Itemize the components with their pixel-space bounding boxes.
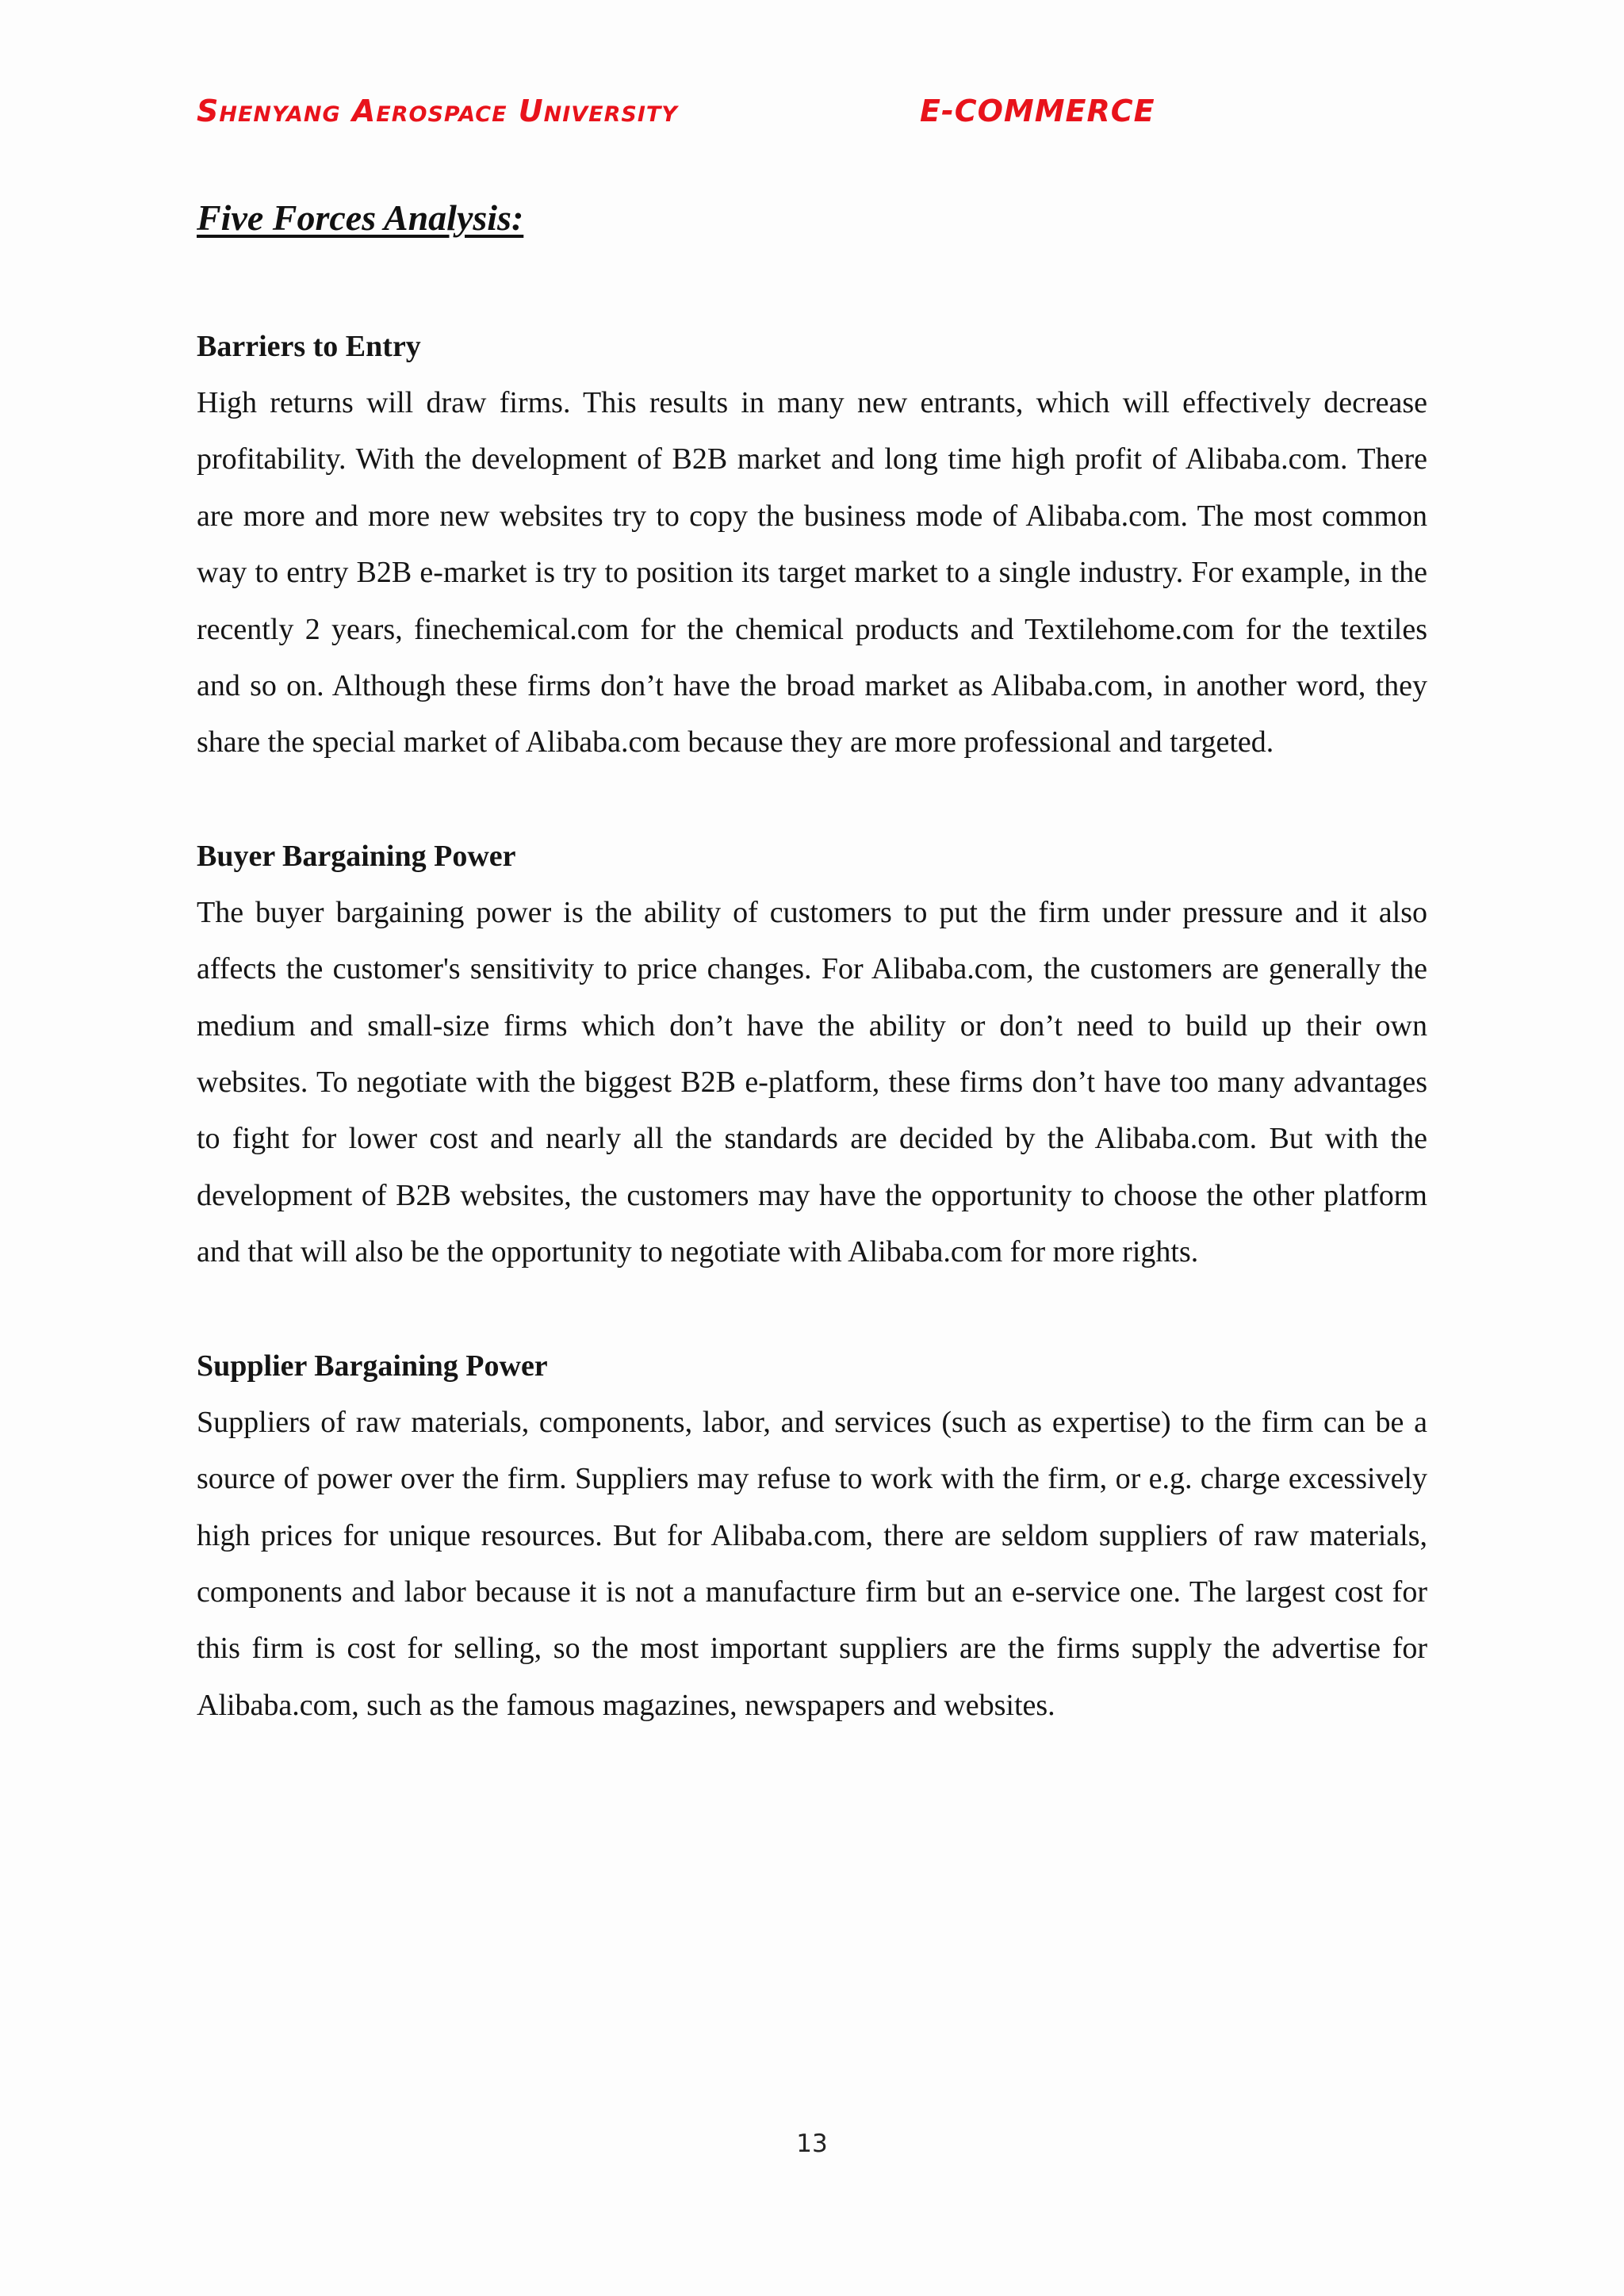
subsection-supplier-bargaining-power bbox=[197, 1338, 1427, 1734]
page-content bbox=[197, 319, 1427, 1734]
page-header bbox=[197, 94, 1434, 141]
subsection-paragraph: The buyer bargaining power is the ability of customers to put the firm under pressure and it also affects the customer's sensitivity to price changes. For Alibaba.com, the customers are generally the medium and small-size firms which don’t have the ability or don’t need to build up their own websites. To negotiate with the biggest B2B e-platform, these firms don’t have too many advantages to fight for lower cost and nearly all the standards are decided by the Alibaba.com. But with the development of B2B websites, the customers may have the opportunity to choose the other platform and that will also be the opportunity to negotiate with Alibaba.com for more rights. bbox=[197, 895, 1427, 1269]
header-course: E-COMMERCE bbox=[920, 94, 1155, 128]
subsection-paragraph: High returns will draw firms. This results in many new entrants, which will effectively decrease profitability. With the development of B2B market and long time high profit of Alibaba.com. There are more and more new websites try to copy the business mode of Alibaba.com. The most common way to entry B2B e-market is try to position its target market to a single industry. For example, in the recently 2 years, finechemical.com for the chemical products and Textilehome.com for the textiles and so on. Although these firms don’t have the broad market as Alibaba.com, in another word, they share the special market of Alibaba.com because they are more professional and targeted. bbox=[197, 386, 1427, 760]
header-university: Shenyang Aerospace University bbox=[197, 94, 678, 128]
subsection-barriers-to-entry bbox=[197, 319, 1427, 771]
page-number: 13 bbox=[796, 2130, 828, 2158]
subsection-title: Barriers to Entry bbox=[197, 330, 421, 363]
subsection-title: Buyer Bargaining Power bbox=[197, 839, 516, 873]
subsection-paragraph: Suppliers of raw materials, components, labor, and services (such as expertise) to the firm can be a source of power over the firm. Suppliers may refuse to work with the firm, or e.g. charge excessively high prices for unique resources. But for Alibaba.com, there are seldom suppliers of raw materials, components and labor because it is not a manufacture firm but an e-service one. The largest cost for this firm is cost for selling, so the most important suppliers are the firms supply the advertise for Alibaba.com, such as the famous magazines, newspapers and websites. bbox=[197, 1405, 1427, 1722]
subsection-title: Supplier Bargaining Power bbox=[197, 1349, 548, 1383]
section-heading: Five Forces Analysis: bbox=[197, 197, 524, 238]
subsection-buyer-bargaining-power bbox=[197, 828, 1427, 1281]
